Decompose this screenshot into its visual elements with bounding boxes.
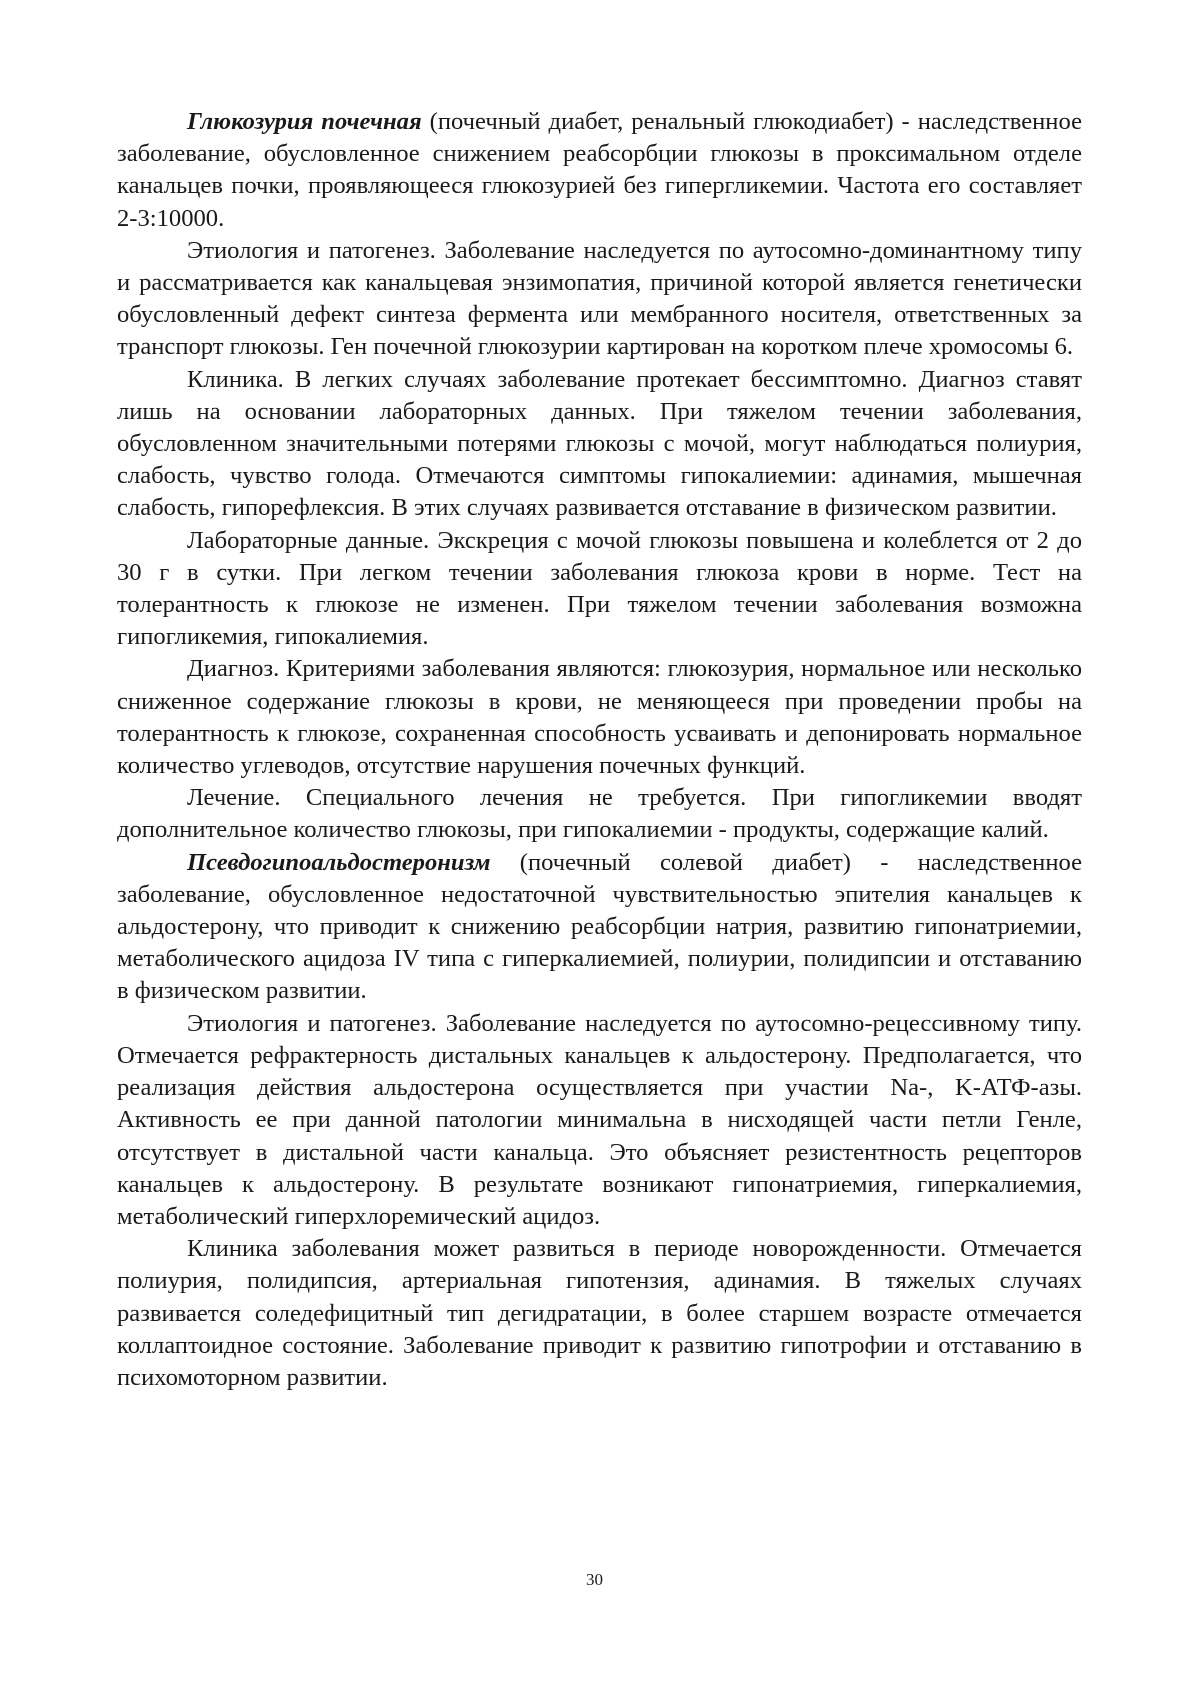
page-number: 30	[586, 1570, 603, 1589]
term-heading: Псевдогипоальдостеронизм	[187, 848, 491, 876]
paragraph-text: Лабораторные данные. Экскреция с мочой глюкозы повышена и колеблется от 2 до 30 г в сутки. При легком течении заболевания глюкоза крови в норме. Тест на толерантность к глюкозе не изменен. При тяжелом течении заболевания возможна гипогликемия, гипокалиемия.	[117, 526, 1082, 651]
paragraph-clinic-1	[117, 364, 1082, 525]
paragraph-text: Клиника заболевания может развиться в периоде новорожденности. Отмечается полиурия, полидипсия, артериальная гипотензия, адинамия. В тяжелых случаях развивается соледефицитный тип дегидратации, в более старшем возрасте отмечается коллаптоидное состояние. Заболевание приводит к развитию гипотрофии и отставанию в психомоторном развитии.	[117, 1235, 1082, 1391]
paragraph-text: Диагноз. Критериями заболевания являются: глюкозурия, нормальное или несколько сниженное содержание глюкозы в крови, не меняющееся при проведении пробы на толерантность к глюкозе, сохраненная способность усваивать и депонировать нормальное количество углеводов, отсутствие нарушения почечных функций.	[117, 655, 1082, 780]
term-heading: Глюкозурия почечная	[187, 108, 422, 135]
paragraph-diagnosis	[117, 653, 1082, 782]
paragraph-lab-data	[117, 525, 1082, 654]
paragraph-text: (почечный солевой диабет) - наследственное заболевание, обусловленное недостаточной чувствительностью эпителия канальцев к альдостерону, что приводит к снижению реабсорбции натрия, развитию гипонатриемии, метаболического ацидоза IV типа с гиперкалиемией, полиурии, полидипсии и отставанию в физическом развитии.	[117, 848, 1082, 1005]
document-body	[117, 106, 1082, 1394]
paragraph-etiology-1	[117, 235, 1082, 364]
paragraph-etiology-2	[117, 1008, 1082, 1233]
paragraph-text: Клиника. В легких случаях заболевание протекает бессимптомно. Диагноз ставят лишь на основании лабораторных данных. При тяжелом течении заболевания, обусловленном значительными потерями глюкозы с мочой, могут наблюдаться полиурия, слабость, чувство голода. Отмечаются симптомы гипокалиемии: адинамия, мышечная слабость, гипорефлексия. В этих случаях развивается отставание в физическом развитии.	[117, 365, 1082, 522]
paragraph-renal-glucosuria	[117, 106, 1082, 235]
paragraph-text: Этиология и патогенез. Заболевание наследуется по аутосомно-рецессивному типу. Отмечается рефрактерность дистальных канальцев к альдостерону. Предполагается, что реализация действия альдостерона осуществляется при участии Na-, K-АТФ-азы. Активность ее при данной патологии минимальна в нисходящей части петли Генле, отсутствует в дистальной части канальца. Это объясняет резистентность рецепторов канальцев к альдостерону. В результате возникают гипонатриемия, гиперкалиемия, метаболический гиперхлоремический ацидоз.	[117, 1009, 1082, 1230]
paragraph-pseudohypoaldosteronism	[117, 847, 1082, 1008]
paragraph-text: Лечение. Специального лечения не требуется. При гипогликемии вводят дополнительное количество глюкозы, при гипокалиемии - продукты, содержащие калий.	[117, 784, 1082, 844]
paragraph-clinic-2	[117, 1233, 1082, 1394]
paragraph-text: (почечный диабет, ренальный глюкодиабет) - наследственное заболевание, обусловленное снижением реабсорбции глюкозы в проксимальном отделе канальцев почки, проявляющееся глюкозурией без гипергликемии. Частота его составляет 2-3:10000.	[117, 108, 1082, 232]
paragraph-text: Этиология и патогенез. Заболевание наследуется по аутосомно-доминантному типу и рассматривается как канальцевая энзимопатия, причиной которой является генетически обусловленный дефект синтеза фермента или мембранного носителя, ответственных за транспорт глюкозы. Ген почечной глюкозурии картирован на коротком плече хромосомы 6.	[117, 236, 1082, 361]
paragraph-treatment	[117, 782, 1082, 846]
